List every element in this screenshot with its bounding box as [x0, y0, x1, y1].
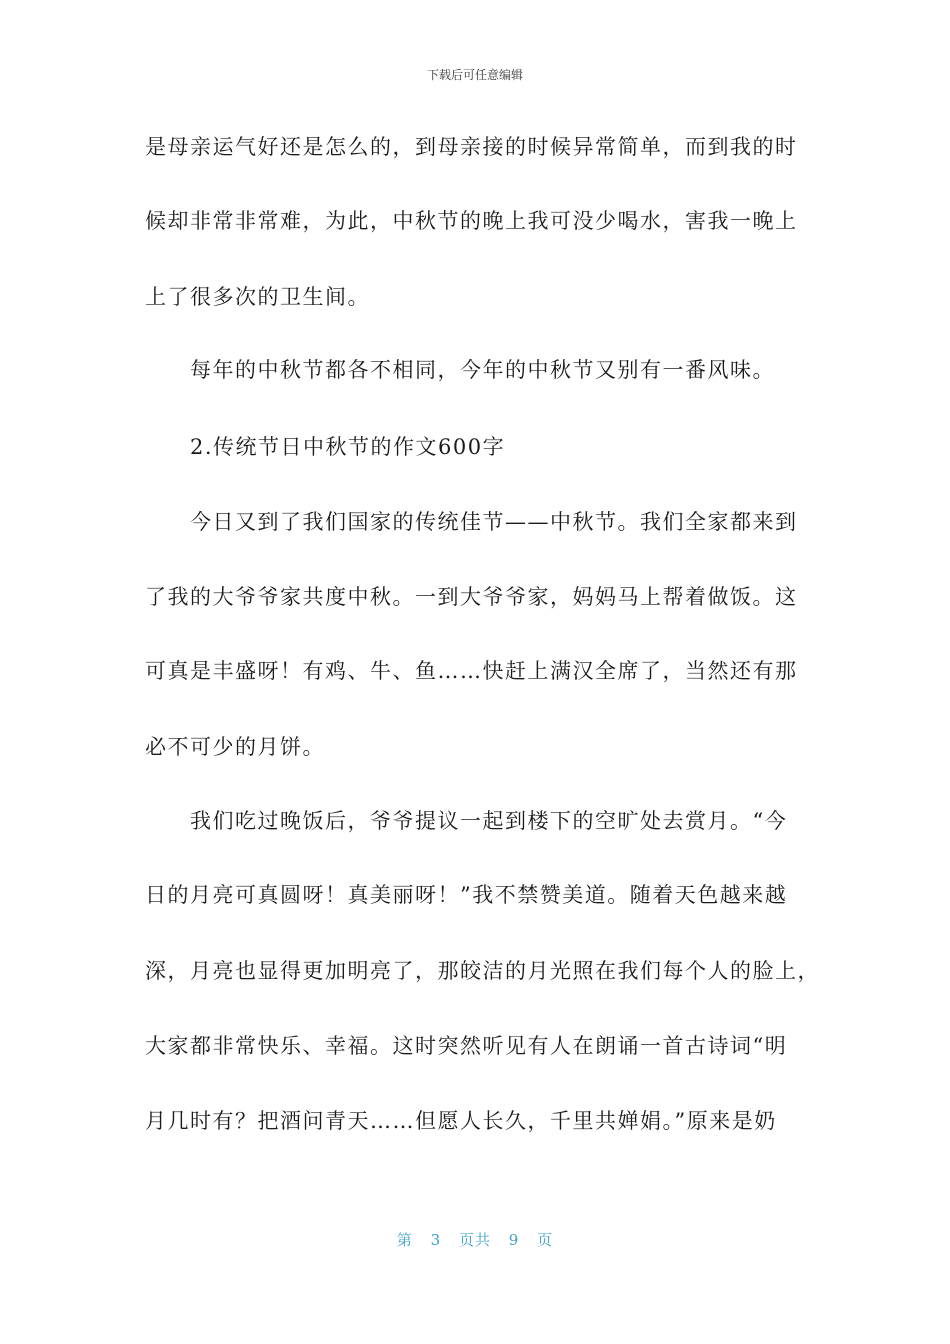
text-line: 候却非常非常难，为此，中秋节的晚上我可没少喝水，害我一晚上	[145, 209, 798, 233]
section-heading: 2.传统节日中秋节的作文600字	[145, 435, 506, 459]
text-line: 可真是丰盛呀！有鸡、牛、鱼……快赶上满汉全席了，当然还有那	[145, 659, 798, 683]
text-line: 大家都非常快乐、幸福。这时突然听见有人在朗诵一首古诗词“明	[145, 1034, 788, 1058]
paragraph-line: 今日又到了我们国家的传统佳节——中秋节。我们全家都来到	[145, 510, 798, 534]
paragraph-line: 每年的中秋节都各不相同，今年的中秋节又别有一番风味。	[145, 358, 775, 382]
text-line: 日的月亮可真圆呀！真美丽呀！”我不禁赞美道。随着天色越来越	[145, 883, 788, 907]
paragraph-line: 我们吃过晚饭后，爷爷提议一起到楼下的空旷处去赏月。“今	[145, 809, 788, 833]
page-header: 下载后可任意编辑	[426, 68, 523, 82]
footer-middle: 页共	[458, 1231, 491, 1249]
footer-prefix: 第	[396, 1231, 413, 1249]
footer-suffix: 页	[537, 1231, 554, 1249]
text-line: 月几时有？把酒问青天……但愿人长久，千里共婵娟。”原来是奶	[145, 1109, 777, 1133]
text-line: 必不可少的月饼。	[145, 735, 325, 759]
current-page-number: 3	[430, 1231, 442, 1249]
text-line: 了我的大爷爷家共度中秋。一到大爷爷家，妈妈马上帮着做饭。这	[145, 585, 798, 609]
text-line: 上了很多次的卫生间。	[145, 285, 370, 309]
text-line: 是母亲运气好还是怎么的，到母亲接的时候异常简单，而到我的时	[145, 135, 798, 159]
text-line: 深，月亮也显得更加明亮了，那皎洁的月光照在我们每个人的脸上，	[145, 959, 820, 983]
page-footer	[0, 1229, 950, 1250]
total-pages-number: 9	[508, 1231, 520, 1249]
